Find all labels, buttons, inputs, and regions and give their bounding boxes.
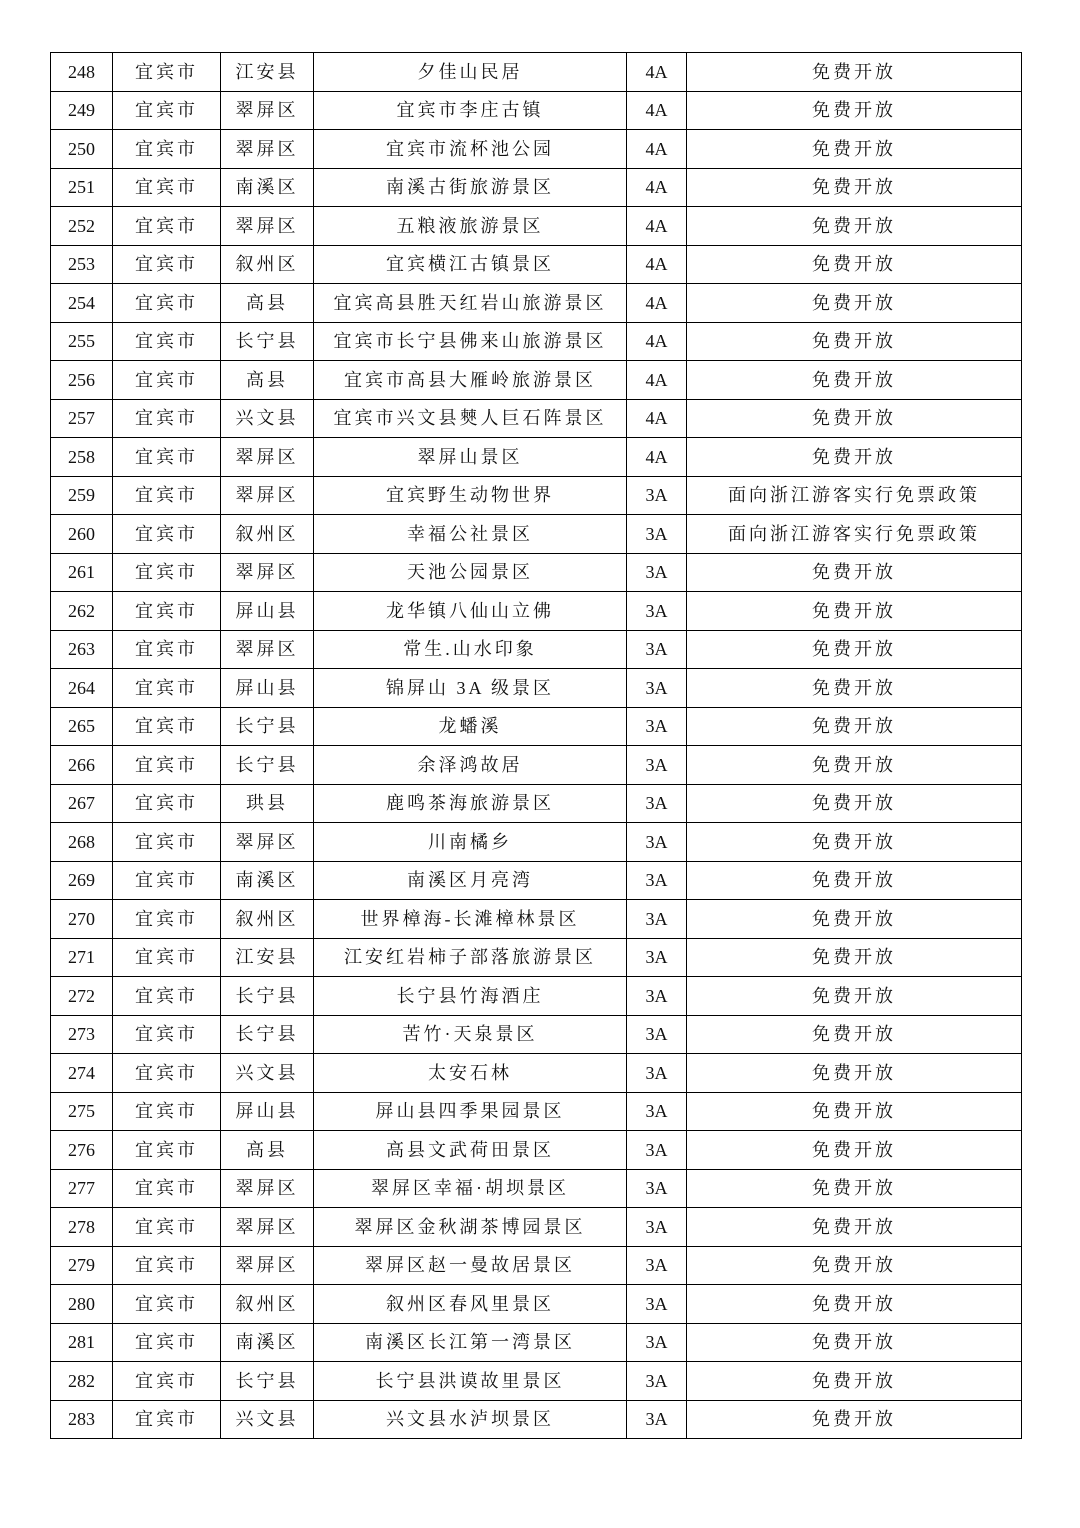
cell-county: 屏山县 xyxy=(221,592,314,631)
cell-level: 4A xyxy=(627,284,687,323)
cell-level: 3A xyxy=(627,823,687,862)
cell-county: 叙州区 xyxy=(221,245,314,284)
cell-city: 宜宾市 xyxy=(113,1169,221,1208)
cell-city: 宜宾市 xyxy=(113,553,221,592)
table-row xyxy=(51,1208,1022,1247)
cell-policy: 免费开放 xyxy=(687,1169,1022,1208)
cell-number: 263 xyxy=(51,630,113,669)
cell-county: 南溪区 xyxy=(221,168,314,207)
cell-city: 宜宾市 xyxy=(113,900,221,939)
cell-scenic-name: 苦竹·天泉景区 xyxy=(314,1015,627,1054)
cell-policy: 免费开放 xyxy=(687,130,1022,169)
cell-scenic-name: 长宁县竹海酒庄 xyxy=(314,977,627,1016)
cell-county: 叙州区 xyxy=(221,1285,314,1324)
cell-level: 3A xyxy=(627,1169,687,1208)
cell-policy: 免费开放 xyxy=(687,861,1022,900)
cell-number: 261 xyxy=(51,553,113,592)
cell-number: 259 xyxy=(51,476,113,515)
cell-city: 宜宾市 xyxy=(113,1208,221,1247)
cell-city: 宜宾市 xyxy=(113,861,221,900)
cell-level: 3A xyxy=(627,861,687,900)
cell-scenic-name: 宜宾市长宁县佛来山旅游景区 xyxy=(314,322,627,361)
table-row xyxy=(51,1169,1022,1208)
cell-county: 叙州区 xyxy=(221,900,314,939)
table-row xyxy=(51,284,1022,323)
cell-county: 江安县 xyxy=(221,938,314,977)
table-row xyxy=(51,1054,1022,1093)
table-row xyxy=(51,1400,1022,1439)
cell-scenic-name: 宜宾野生动物世界 xyxy=(314,476,627,515)
table-row xyxy=(51,1015,1022,1054)
cell-level: 4A xyxy=(627,438,687,477)
cell-county: 屏山县 xyxy=(221,1092,314,1131)
cell-scenic-name: 长宁县洪谟故里景区 xyxy=(314,1362,627,1401)
cell-policy: 免费开放 xyxy=(687,1362,1022,1401)
table-row xyxy=(51,669,1022,708)
cell-policy: 免费开放 xyxy=(687,438,1022,477)
cell-scenic-name: 宜宾市高县大雁岭旅游景区 xyxy=(314,361,627,400)
cell-scenic-name: 宜宾市兴文县僰人巨石阵景区 xyxy=(314,399,627,438)
table-row xyxy=(51,515,1022,554)
cell-level: 3A xyxy=(627,476,687,515)
cell-policy: 免费开放 xyxy=(687,1131,1022,1170)
table-row xyxy=(51,130,1022,169)
cell-policy: 免费开放 xyxy=(687,1054,1022,1093)
cell-level: 3A xyxy=(627,1362,687,1401)
cell-number: 278 xyxy=(51,1208,113,1247)
cell-county: 长宁县 xyxy=(221,322,314,361)
cell-city: 宜宾市 xyxy=(113,53,221,92)
cell-city: 宜宾市 xyxy=(113,515,221,554)
cell-city: 宜宾市 xyxy=(113,669,221,708)
cell-county: 翠屏区 xyxy=(221,1169,314,1208)
cell-policy: 免费开放 xyxy=(687,284,1022,323)
table-row xyxy=(51,1285,1022,1324)
cell-scenic-name: 余泽鸿故居 xyxy=(314,746,627,785)
cell-number: 274 xyxy=(51,1054,113,1093)
cell-city: 宜宾市 xyxy=(113,438,221,477)
cell-city: 宜宾市 xyxy=(113,168,221,207)
table-row xyxy=(51,630,1022,669)
cell-scenic-name: 翠屏山景区 xyxy=(314,438,627,477)
cell-scenic-name: 宜宾市李庄古镇 xyxy=(314,91,627,130)
cell-level: 3A xyxy=(627,707,687,746)
cell-number: 264 xyxy=(51,669,113,708)
table-row xyxy=(51,707,1022,746)
cell-scenic-name: 南溪区月亮湾 xyxy=(314,861,627,900)
cell-number: 276 xyxy=(51,1131,113,1170)
cell-level: 3A xyxy=(627,1092,687,1131)
cell-city: 宜宾市 xyxy=(113,784,221,823)
cell-number: 253 xyxy=(51,245,113,284)
cell-policy: 免费开放 xyxy=(687,707,1022,746)
cell-scenic-name: 鹿鸣茶海旅游景区 xyxy=(314,784,627,823)
cell-number: 251 xyxy=(51,168,113,207)
cell-county: 翠屏区 xyxy=(221,1246,314,1285)
cell-number: 250 xyxy=(51,130,113,169)
cell-city: 宜宾市 xyxy=(113,361,221,400)
cell-county: 屏山县 xyxy=(221,669,314,708)
cell-policy: 免费开放 xyxy=(687,1092,1022,1131)
cell-scenic-name: 叙州区春风里景区 xyxy=(314,1285,627,1324)
cell-number: 260 xyxy=(51,515,113,554)
cell-policy: 免费开放 xyxy=(687,669,1022,708)
cell-policy: 免费开放 xyxy=(687,53,1022,92)
cell-city: 宜宾市 xyxy=(113,707,221,746)
table-row xyxy=(51,207,1022,246)
cell-city: 宜宾市 xyxy=(113,1362,221,1401)
cell-policy: 免费开放 xyxy=(687,630,1022,669)
cell-number: 275 xyxy=(51,1092,113,1131)
cell-scenic-name: 江安红岩柿子部落旅游景区 xyxy=(314,938,627,977)
cell-number: 281 xyxy=(51,1323,113,1362)
cell-level: 3A xyxy=(627,900,687,939)
cell-level: 3A xyxy=(627,1246,687,1285)
table-row xyxy=(51,977,1022,1016)
table-body xyxy=(51,53,1022,1439)
cell-scenic-name: 五粮液旅游景区 xyxy=(314,207,627,246)
cell-level: 3A xyxy=(627,784,687,823)
cell-county: 长宁县 xyxy=(221,977,314,1016)
cell-county: 叙州区 xyxy=(221,515,314,554)
cell-county: 高县 xyxy=(221,1131,314,1170)
cell-city: 宜宾市 xyxy=(113,630,221,669)
cell-scenic-name: 宜宾横江古镇景区 xyxy=(314,245,627,284)
cell-level: 3A xyxy=(627,1400,687,1439)
cell-scenic-name: 龙蟠溪 xyxy=(314,707,627,746)
cell-level: 4A xyxy=(627,130,687,169)
cell-policy: 免费开放 xyxy=(687,1323,1022,1362)
table-row xyxy=(51,1131,1022,1170)
cell-number: 267 xyxy=(51,784,113,823)
cell-scenic-name: 锦屏山 3A 级景区 xyxy=(314,669,627,708)
cell-policy: 免费开放 xyxy=(687,1400,1022,1439)
cell-policy: 免费开放 xyxy=(687,823,1022,862)
cell-scenic-name: 南溪区长江第一湾景区 xyxy=(314,1323,627,1362)
cell-policy: 免费开放 xyxy=(687,784,1022,823)
scenic-spot-table xyxy=(50,52,1022,1439)
cell-number: 273 xyxy=(51,1015,113,1054)
cell-county: 翠屏区 xyxy=(221,207,314,246)
cell-level: 3A xyxy=(627,1131,687,1170)
cell-county: 翠屏区 xyxy=(221,823,314,862)
cell-number: 249 xyxy=(51,91,113,130)
cell-scenic-name: 兴文县水泸坝景区 xyxy=(314,1400,627,1439)
cell-number: 271 xyxy=(51,938,113,977)
cell-city: 宜宾市 xyxy=(113,476,221,515)
cell-city: 宜宾市 xyxy=(113,91,221,130)
cell-city: 宜宾市 xyxy=(113,823,221,862)
table-row xyxy=(51,900,1022,939)
table-row xyxy=(51,322,1022,361)
cell-county: 翠屏区 xyxy=(221,553,314,592)
cell-city: 宜宾市 xyxy=(113,1131,221,1170)
cell-policy: 面向浙江游客实行免票政策 xyxy=(687,515,1022,554)
cell-county: 翠屏区 xyxy=(221,91,314,130)
cell-number: 282 xyxy=(51,1362,113,1401)
cell-level: 4A xyxy=(627,361,687,400)
cell-number: 280 xyxy=(51,1285,113,1324)
table-row xyxy=(51,53,1022,92)
cell-county: 长宁县 xyxy=(221,746,314,785)
cell-level: 3A xyxy=(627,746,687,785)
cell-level: 3A xyxy=(627,669,687,708)
cell-number: 279 xyxy=(51,1246,113,1285)
table-row xyxy=(51,399,1022,438)
cell-policy: 免费开放 xyxy=(687,746,1022,785)
table-row xyxy=(51,1092,1022,1131)
cell-county: 兴文县 xyxy=(221,1400,314,1439)
table-row xyxy=(51,553,1022,592)
cell-city: 宜宾市 xyxy=(113,284,221,323)
cell-number: 269 xyxy=(51,861,113,900)
cell-county: 长宁县 xyxy=(221,707,314,746)
table-row xyxy=(51,91,1022,130)
cell-number: 268 xyxy=(51,823,113,862)
cell-number: 283 xyxy=(51,1400,113,1439)
cell-county: 翠屏区 xyxy=(221,1208,314,1247)
cell-level: 3A xyxy=(627,1015,687,1054)
cell-city: 宜宾市 xyxy=(113,1054,221,1093)
table-row xyxy=(51,861,1022,900)
cell-level: 3A xyxy=(627,553,687,592)
cell-policy: 免费开放 xyxy=(687,1015,1022,1054)
cell-level: 3A xyxy=(627,1208,687,1247)
cell-scenic-name: 翠屏区金秋湖茶博园景区 xyxy=(314,1208,627,1247)
cell-city: 宜宾市 xyxy=(113,399,221,438)
cell-policy: 免费开放 xyxy=(687,245,1022,284)
cell-scenic-name: 世界樟海-长滩樟林景区 xyxy=(314,900,627,939)
cell-scenic-name: 南溪古街旅游景区 xyxy=(314,168,627,207)
table-row xyxy=(51,361,1022,400)
cell-city: 宜宾市 xyxy=(113,207,221,246)
cell-city: 宜宾市 xyxy=(113,245,221,284)
cell-city: 宜宾市 xyxy=(113,1092,221,1131)
table-row xyxy=(51,746,1022,785)
cell-city: 宜宾市 xyxy=(113,746,221,785)
cell-level: 4A xyxy=(627,245,687,284)
cell-scenic-name: 翠屏区赵一曼故居景区 xyxy=(314,1246,627,1285)
table-row xyxy=(51,784,1022,823)
cell-scenic-name: 翠屏区幸福·胡坝景区 xyxy=(314,1169,627,1208)
cell-county: 翠屏区 xyxy=(221,630,314,669)
cell-policy: 免费开放 xyxy=(687,168,1022,207)
table-row xyxy=(51,1362,1022,1401)
cell-scenic-name: 天池公园景区 xyxy=(314,553,627,592)
cell-number: 272 xyxy=(51,977,113,1016)
cell-number: 252 xyxy=(51,207,113,246)
cell-policy: 免费开放 xyxy=(687,592,1022,631)
cell-number: 270 xyxy=(51,900,113,939)
cell-policy: 免费开放 xyxy=(687,553,1022,592)
cell-scenic-name: 夕佳山民居 xyxy=(314,53,627,92)
cell-city: 宜宾市 xyxy=(113,938,221,977)
table-row xyxy=(51,823,1022,862)
cell-policy: 免费开放 xyxy=(687,1285,1022,1324)
cell-county: 高县 xyxy=(221,361,314,400)
cell-level: 4A xyxy=(627,322,687,361)
cell-city: 宜宾市 xyxy=(113,1285,221,1324)
cell-level: 3A xyxy=(627,1054,687,1093)
cell-policy: 免费开放 xyxy=(687,207,1022,246)
cell-county: 长宁县 xyxy=(221,1362,314,1401)
table-row xyxy=(51,592,1022,631)
cell-county: 翠屏区 xyxy=(221,130,314,169)
cell-city: 宜宾市 xyxy=(113,977,221,1016)
cell-level: 3A xyxy=(627,515,687,554)
cell-number: 258 xyxy=(51,438,113,477)
cell-number: 248 xyxy=(51,53,113,92)
cell-level: 4A xyxy=(627,53,687,92)
cell-level: 4A xyxy=(627,399,687,438)
cell-county: 兴文县 xyxy=(221,1054,314,1093)
cell-scenic-name: 太安石林 xyxy=(314,1054,627,1093)
cell-policy: 免费开放 xyxy=(687,977,1022,1016)
cell-county: 翠屏区 xyxy=(221,476,314,515)
table-row xyxy=(51,1246,1022,1285)
cell-level: 3A xyxy=(627,630,687,669)
table-row xyxy=(51,1323,1022,1362)
cell-county: 南溪区 xyxy=(221,861,314,900)
cell-number: 256 xyxy=(51,361,113,400)
cell-policy: 免费开放 xyxy=(687,361,1022,400)
table-row xyxy=(51,476,1022,515)
cell-scenic-name: 川南橘乡 xyxy=(314,823,627,862)
table-row xyxy=(51,938,1022,977)
cell-city: 宜宾市 xyxy=(113,130,221,169)
cell-number: 257 xyxy=(51,399,113,438)
cell-level: 3A xyxy=(627,1285,687,1324)
cell-policy: 免费开放 xyxy=(687,938,1022,977)
cell-county: 长宁县 xyxy=(221,1015,314,1054)
cell-city: 宜宾市 xyxy=(113,1015,221,1054)
table-row xyxy=(51,245,1022,284)
cell-level: 4A xyxy=(627,207,687,246)
cell-scenic-name: 屏山县四季果园景区 xyxy=(314,1092,627,1131)
cell-policy: 免费开放 xyxy=(687,91,1022,130)
cell-county: 兴文县 xyxy=(221,399,314,438)
cell-scenic-name: 幸福公社景区 xyxy=(314,515,627,554)
cell-city: 宜宾市 xyxy=(113,1246,221,1285)
cell-scenic-name: 宜宾高县胜天红岩山旅游景区 xyxy=(314,284,627,323)
cell-scenic-name: 宜宾市流杯池公园 xyxy=(314,130,627,169)
cell-level: 3A xyxy=(627,592,687,631)
cell-policy: 免费开放 xyxy=(687,322,1022,361)
cell-scenic-name: 高县文武荷田景区 xyxy=(314,1131,627,1170)
cell-county: 翠屏区 xyxy=(221,438,314,477)
cell-policy: 免费开放 xyxy=(687,900,1022,939)
cell-county: 高县 xyxy=(221,284,314,323)
cell-county: 江安县 xyxy=(221,53,314,92)
cell-policy: 免费开放 xyxy=(687,1246,1022,1285)
cell-city: 宜宾市 xyxy=(113,1400,221,1439)
table-row xyxy=(51,168,1022,207)
cell-level: 4A xyxy=(627,168,687,207)
cell-level: 4A xyxy=(627,91,687,130)
cell-number: 266 xyxy=(51,746,113,785)
cell-number: 277 xyxy=(51,1169,113,1208)
cell-level: 3A xyxy=(627,938,687,977)
cell-level: 3A xyxy=(627,977,687,1016)
cell-county: 珙县 xyxy=(221,784,314,823)
cell-city: 宜宾市 xyxy=(113,592,221,631)
table-row xyxy=(51,438,1022,477)
cell-number: 265 xyxy=(51,707,113,746)
cell-level: 3A xyxy=(627,1323,687,1362)
cell-policy: 面向浙江游客实行免票政策 xyxy=(687,476,1022,515)
cell-city: 宜宾市 xyxy=(113,1323,221,1362)
cell-county: 南溪区 xyxy=(221,1323,314,1362)
cell-number: 254 xyxy=(51,284,113,323)
cell-policy: 免费开放 xyxy=(687,1208,1022,1247)
cell-policy: 免费开放 xyxy=(687,399,1022,438)
cell-scenic-name: 常生.山水印象 xyxy=(314,630,627,669)
cell-scenic-name: 龙华镇八仙山立佛 xyxy=(314,592,627,631)
cell-number: 255 xyxy=(51,322,113,361)
cell-number: 262 xyxy=(51,592,113,631)
cell-city: 宜宾市 xyxy=(113,322,221,361)
